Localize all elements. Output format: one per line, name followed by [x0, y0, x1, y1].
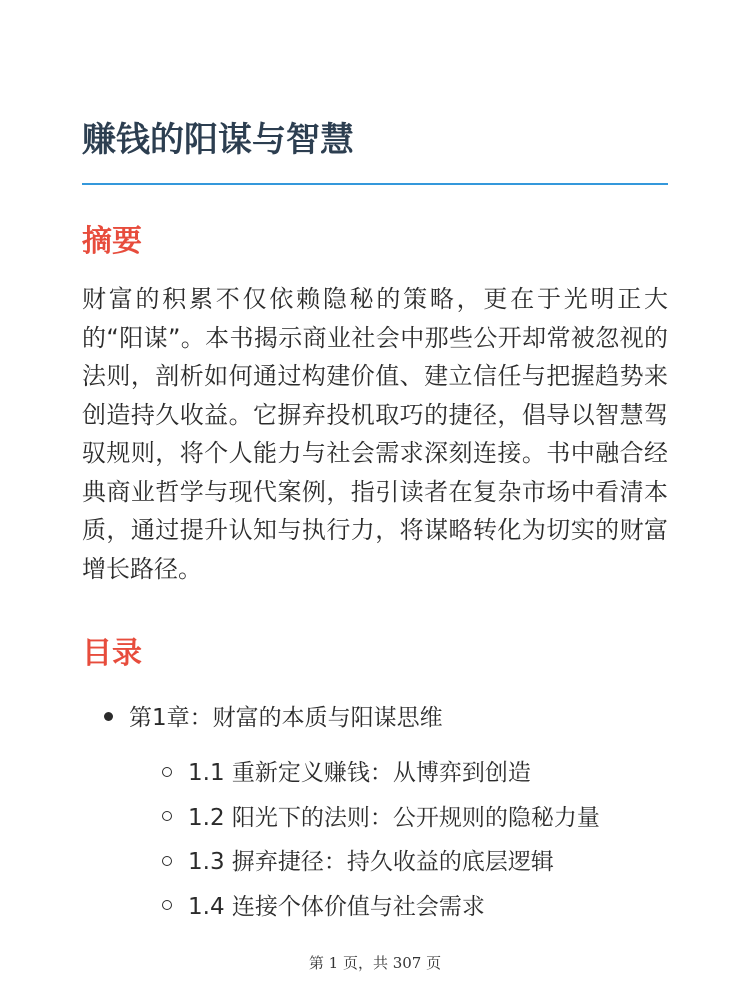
toc-section-label: 1.4 连接个体价值与社会需求 [188, 893, 485, 920]
abstract-heading: 摘要 [82, 224, 142, 259]
toc-section-list [162, 756, 600, 934]
toc-chapter-item [104, 701, 443, 735]
toc-section-item [162, 756, 600, 801]
toc-chapter-label: 第1章：财富的本质与阳谋思维 [129, 705, 443, 731]
hollow-bullet-icon [162, 900, 172, 910]
hollow-bullet-icon [162, 856, 172, 866]
toc-section-label: 1.3 摒弃捷径：持久收益的底层逻辑 [188, 849, 554, 875]
toc-section-item [162, 845, 600, 890]
document-title: 赚钱的阳谋与智慧 [82, 120, 354, 160]
page-number-footer: 第 1 页，共 307 页 [308, 954, 442, 972]
toc-section-label: 1.1 重新定义赚钱：从博弈到创造 [188, 760, 531, 786]
bullet-icon [104, 712, 113, 721]
abstract-paragraph: 财富的积累不仅依赖隐秘的策略，更在于光明正大的“阳谋”。本书揭示商业社会中那些公开却常被忽视的法则，剖析如何通过构建价值、建立信任与把握趋势来创造持久收益。它摒弃投机取巧的捷径，倡导以智慧驾驭规则，将个人能力与社会需求深刻连接。书中融合经典商业哲学与现代案例，指引读者在复杂市场中看清本质，通过提升认知与执行力，将谋略转化为切实的财富增长路径。 [82, 285, 668, 583]
hollow-bullet-icon [162, 767, 172, 777]
toc-section-item [162, 801, 600, 846]
toc-section-item [162, 890, 600, 935]
toc-section-label: 1.2 阳光下的法则：公开规则的隐秘力量 [188, 804, 600, 831]
title-divider [82, 183, 668, 185]
toc-heading: 目录 [82, 636, 142, 671]
hollow-bullet-icon [162, 811, 172, 821]
